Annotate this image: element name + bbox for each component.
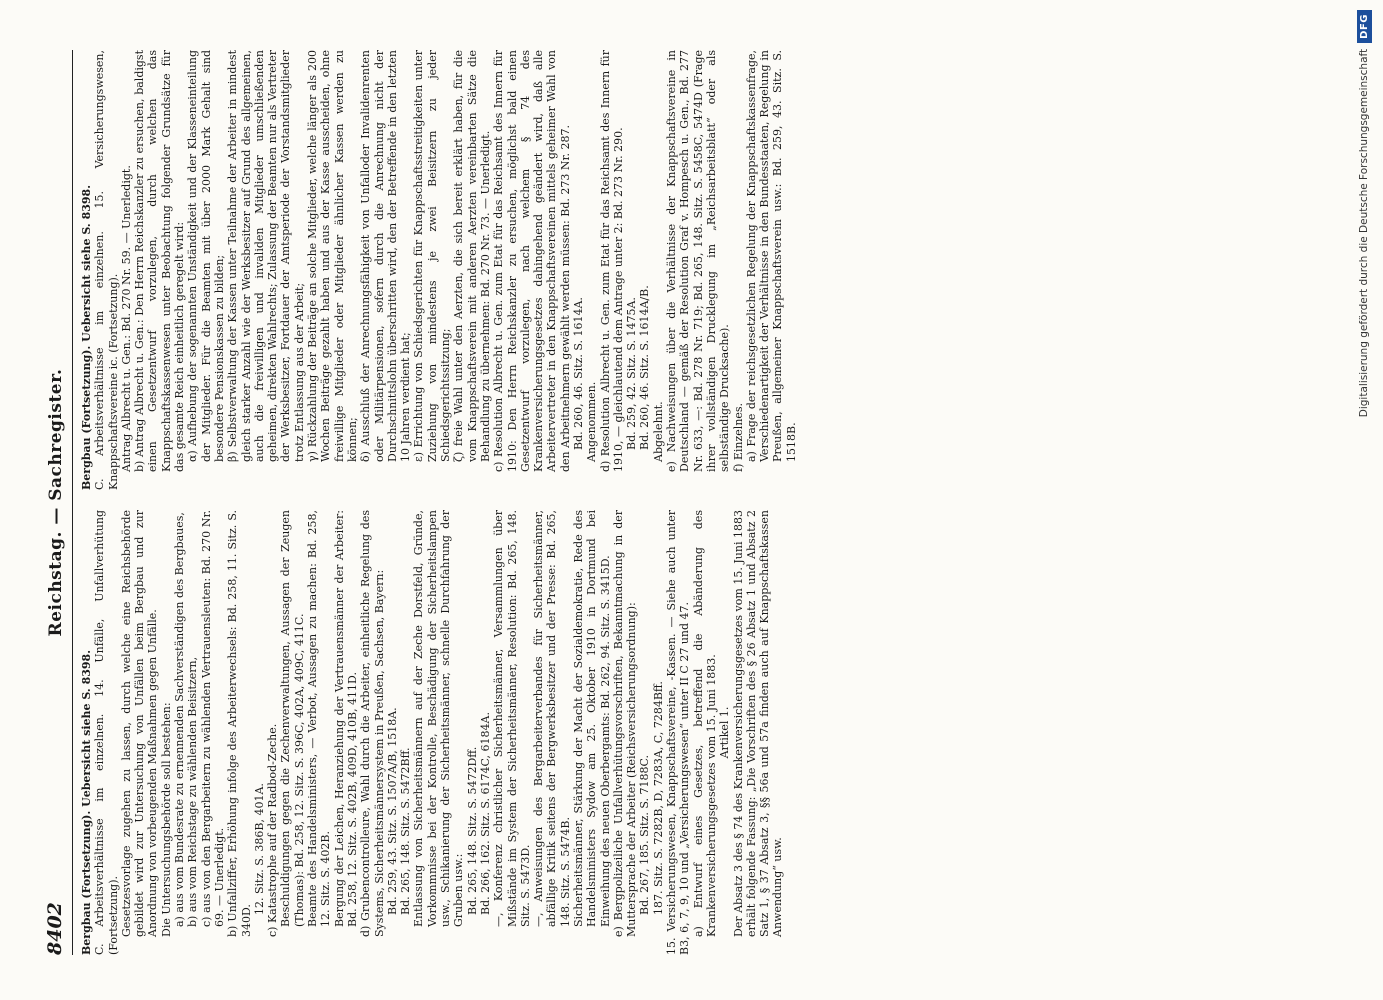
entry-reference: Bd. 266, 162. Sitz. S. 6174C, 6184A. bbox=[478, 712, 492, 915]
page-number: 8402 bbox=[44, 902, 66, 955]
entry-reference: Bd. 260, 46. Sitz. S. 1614A. bbox=[571, 297, 585, 450]
entry-text: Entlassung von Sicherheitsmännern auf der Zeche Dorstfeld, Gründe, Vorkommnisse bei der Kontrolle, Beschädigung der Sicherheitslampen usw., Schikanierung der Sicherheitsmänner, schnelle Durchfahrung der Gruben usw.: bbox=[412, 510, 466, 927]
entry-reference: Bd. 259, 43. Sitz. S. 1507A/B, 1518A. bbox=[385, 707, 399, 915]
dfg-logo: DFG bbox=[1357, 10, 1372, 43]
entry-item: b) aus vom Reichstage zu wählenden Beisitzern, bbox=[186, 656, 200, 927]
entry-item: a) aus vom Bundesrate zu ernennenden Sachverständigen des Bergbaues, bbox=[173, 512, 187, 927]
entry-text: —, Konferenz christlicher Sicherheitsmänner, Versammlungen über Mißstände im System der Sicherheitsmänner, Resolution: Bd. 265, 148. Sitz. S. 5473D. bbox=[492, 510, 532, 927]
entry-text: Beamte des Handelsministers, — Verbot, Aussagen zu machen: Bd. 258, 12. Sitz. S. 402B. bbox=[306, 510, 333, 927]
entry-reference: Bd. 267, 185. Sitz. S. 7188C. bbox=[638, 754, 652, 915]
entry-reference: Bd. 265, 148. Sitz. S. 5472Bff. bbox=[399, 747, 413, 915]
entry-item: c) Katastrophe auf der Radbod-Zeche. bbox=[266, 723, 280, 937]
entry-item: γ) Rückzahlung der Beiträge an solche Mitglieder, welche länger als 200 Wochen Beiträge gezahlt haben und aus der Kasse ausscheiden, ohne freiwillige Mitglieder oder Mitglieder ähnlicher Kassen werden zu können; bbox=[306, 50, 359, 462]
section-heading: Bergbau (Fortsetzung). Uebersicht siehe S. 8398. bbox=[80, 649, 93, 955]
entry-item: c) Resolution Albrecht u. Gen. zum Etat für das Reichsamt des Innern für 1910: Den Herrn Reichskanzler zu ersuchen, möglichst bald einen Gesetzentwurf vorzulegen, nach welchem § 74 des Krankenversicherungsgesetzes dahingehend geändert wird, daß alle Arbeitervertreter in den Knappschaftsvereinen mittels geheimer Wahl von den Arbeitnehmern gewählt werden müssen: Bd. 273 Nr. 287. bbox=[492, 50, 572, 472]
entry-item: e) Bergpolizeiliche Unfallverhütungsvorschriften, Bekanntmachung in der Muttersprache der Arbeiter (Reichsversicherungsordnung): bbox=[611, 510, 639, 937]
credit-text: Digitalisierung gefördert durch die Deutsche Forschungsgemeinschaft bbox=[1358, 48, 1370, 418]
entry-text: Antrag Albrecht u. Gen.: Bd. 270 Nr. 59. — Unerledigt. bbox=[119, 165, 133, 472]
entry-item: a) Entwurf eines Gesetzes, betreffend die Abänderung des Krankenversicherungsgesetzes vom 15. Juni 1883. bbox=[691, 510, 718, 937]
entry-text: Gesetzesvorlage zugehen zu lassen, durch welche eine Reichsbehörde gebildet wird zur Untersuchung von Unfällen beim Bergbau und zur Anordnung von vorbeugenden Maßnahmen gegen Unfälle. bbox=[119, 510, 160, 937]
section-heading: Bergbau (Fortsetzung). Uebersicht siehe S. 8398. bbox=[80, 184, 93, 490]
entry-item: a) Frage der reichsgesetzlichen Regelung der Knappschaftskassenfrage, Verschiedenartigkeit der Verhältnisse in den Bundesstaaten, Regelung in Preußen, allgemeiner Knappschaftsverein usw.: Bd. 259, 43. Sitz. S. 1518B. bbox=[744, 50, 798, 462]
entry-reference: Bd. 265, 148. Sitz. S. 5472Dff. bbox=[465, 746, 479, 915]
entry-item: b) Antrag Albrecht u. Gen.: Den Herrn Reichskanzler zu ersuchen, baldigst einen Gesetzentwurf vorzulegen, durch welchen das Knappschaftskassenwesen unter Beobachtung folgender Grundsätze für das gesamte Reich einheitlich geregelt wird: bbox=[133, 50, 187, 472]
subsection-heading: C. Arbeitsverhältnisse im einzelnen. 14. Unfälle, Unfallverhütung (Fortsetzung). bbox=[93, 510, 120, 955]
entry-item: α) Aufhebung der sogenannten Unständigkeit und der Klasseneinteilung der Mitglieder. Für die Beamten mit über 2000 Mark Gehalt sind besondere Pensionskassen zu bilden; bbox=[186, 50, 226, 462]
subsection-heading: C. Arbeitsverhältnisse im einzelnen. 15. Versicherungswesen, Knappschaftsvereine ic. (Fortsetzung). bbox=[93, 50, 120, 490]
entry-reference: Bd. 259, 42. Sitz. S. 1475A. bbox=[625, 297, 639, 450]
entry-item: c) aus von den Bergarbeitern zu wählenden Vertrauensleuten: Bd. 270 Nr. 69. — Unerledigt. bbox=[199, 510, 226, 927]
entry-item: d) Grubencontrolleure, Wahl durch die Arbeiter, einheitliche Regelung des Systems, Sicherheitsmännersystem in Preußen, Sachsen, Bayern: bbox=[359, 510, 386, 937]
entry-reference: 187. Sitz. S. 7282B, D, 7283A, C, 7284Bff. bbox=[651, 681, 665, 915]
entry-item: f) Einzelnes. bbox=[731, 402, 745, 472]
header-rule bbox=[72, 50, 73, 955]
entry-item: ζ) freie Wahl unter den Aerzten, die sich bereit erklärt haben, für die vom Knappschaftsverein mit anderen Aerzten vereinbarten Sätze die Behandlung zu übernehmen: Bd. 270 Nr. 73. — Unerledigt. bbox=[452, 50, 492, 462]
article-heading: Artikel 1. bbox=[718, 706, 732, 759]
entry-text: Der Absatz 3 des § 74 des Krankenversicherungsgesetzes vom 15. Juni 1883 erhält folgende Fassung: „Die Vorschriften des § 26 Absatz 1 und Absatz 2 Satz 1, § 37 Absatz 3, §§ 56a und 57a finden auch auf Knappschaftskassen Anwendung“ usw. bbox=[731, 510, 785, 937]
entry-item: β) Selbstverwaltung der Kassen unter Teilnahme der Arbeiter in mindest gleich starker Anzahl wie der Werksbesitzer auf Grund des allgemeinen, auch die freiwilligen und invaliden Mitglieder umschließenden geheimen, direkten Wahlrechts; Zulassung der Beamten nur als Vertreter der Werksbesitzer, Fortdauer der Amtsperiode der Vorstandsmitglieder trotz Entlassung aus der Arbeit; bbox=[226, 50, 306, 462]
subsection-heading: 15. Versicherungswesen, Knappschaftsvereine, -Kassen. — Siehe auch unter B3, 6, 7, 9, 10 und „Versicherungswesen“ unter II C 27 und 47. bbox=[665, 510, 692, 955]
entry-item: δ) Ausschluß der Anrechnungsfähigkeit von Unfalloder Invalidenrenten oder Militärpensionen, sofern durch die Anrechnung nicht der Durchschnittslohn überschritten wird, den der Betreffende in den letzten 10 Jahren verdient hat; bbox=[359, 50, 413, 462]
entry-item: d) Resolution Albrecht u. Gen. zum Etat für das Reichsamt des Innern für 1910, — gleichlautend dem Antrage unter 2: Bd. 273 Nr. 290. bbox=[598, 50, 625, 472]
running-title: Reichstag. — Sachregister. bbox=[46, 368, 66, 637]
left-column bbox=[80, 510, 785, 955]
entry-item: ε) Errichtung von Schiedsgerichten für Knappschaftsstreitigkeiten unter Zuziehung von mindestens je zwei Beisitzern zu jeder Schiedsgerichtssitzung; bbox=[412, 50, 453, 462]
entry-item: b) Unfallziffer, Erhöhung infolge des Arbeiterwechsels: Bd. 258, 11. Sitz. S. 340D. bbox=[226, 510, 253, 937]
entry-reference: Bd. 260, 46. Sitz. S. 1614A/B. bbox=[638, 285, 652, 450]
entry-text: Die Untersuchungsbehörde soll bestehen: bbox=[159, 702, 173, 937]
entry-text: Bergung der Leichen, Heranziehung der Vertrauensmänner der Arbeiter: Bd. 258, 12. Sitz. S. 402B, 409D, 410B, 411D. bbox=[332, 510, 359, 927]
entry-text: —, Anweisungen des Bergarbeiterverbandes für Sicherheitsmänner, abfällige Kritik seitens der Bergwerksbesitzer und der Presse: Bd. 265, 148. Sitz. S. 5474B. bbox=[532, 510, 572, 927]
digitization-credit bbox=[1353, 10, 1375, 660]
page-header bbox=[44, 50, 68, 955]
entry-text: Sicherheitsmänner, Stärkung der Macht der Sozialdemokratie, Rede des Handelsministers Sydow am 25. Oktober 1910 in Dortmund bei Einweihung des neuen Oberbergamts: Bd. 262, 94. Sitz. S. 3415D. bbox=[571, 510, 612, 927]
entry-item: e) Nachweisungen über die Verhältnisse der Knappschaftsvereine in Deutschland — gemäß der Resolution Graf v. Hompesch u. Gen., Bd. 277 Nr. 633, —: Bd. 278 Nr. 719; Bd. 265, 148. Sitz. S. 5458C, 5474D (Frage ihrer vollständigen Drucklegung im „Reichsarbeitsblatt“ oder als selbständige Drucksache). bbox=[665, 50, 732, 472]
entry-status: Abgelehnt. bbox=[651, 401, 665, 462]
right-column bbox=[80, 50, 798, 490]
entry-status: Angenommen. bbox=[585, 381, 599, 462]
entry-text: Beschuldigungen gegen die Zechenverwaltungen, Aussagen der Zeugen (Thomas): Bd. 258, 12. Sitz. S. 396C, 402A, 409C, 411C. bbox=[279, 510, 306, 927]
entry-reference: 12. Sitz. S. 386B, 401A. bbox=[252, 783, 266, 915]
